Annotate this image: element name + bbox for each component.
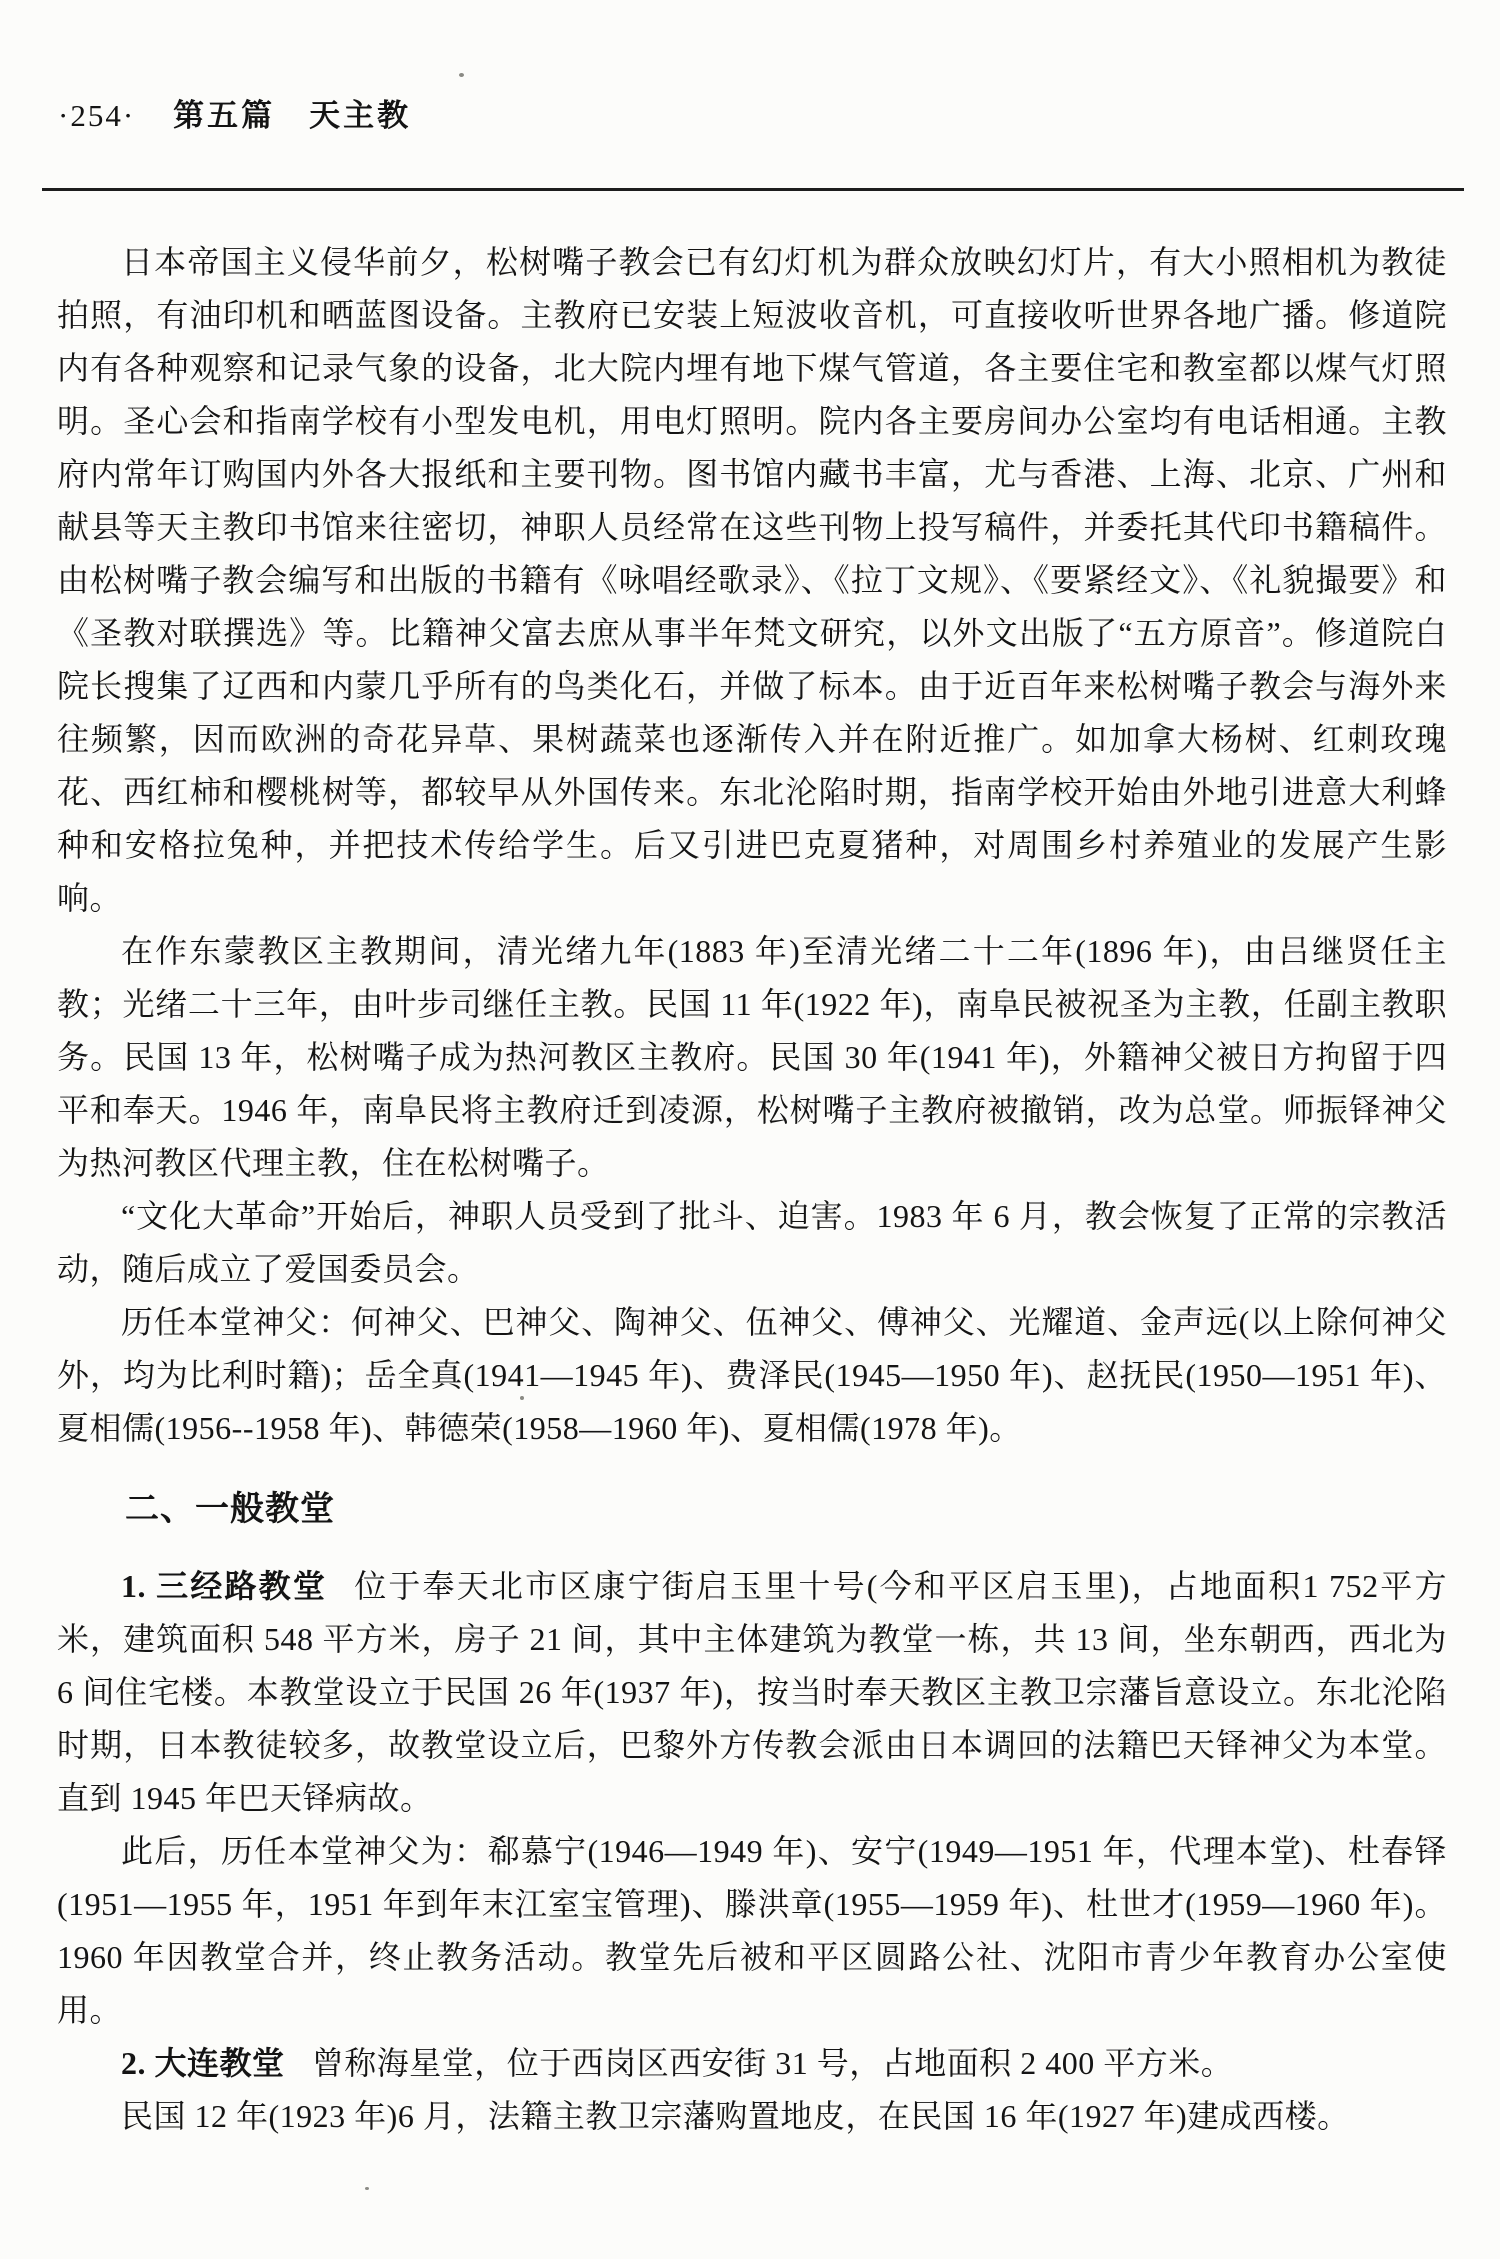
paragraph-mission-technology: 日本帝国主义侵华前夕，松树嘴子教会已有幻灯机为群众放映幻灯片，有大小照相机为教徒拍照，有油印机和晒蓝图设备。主教府已安装上短波收音机，可直接收听世界各地广播。修道院内有各种观察和记录气象的设备，北大院内埋有地下煤气管道，各主要住宅和教室都以煤气灯照明。圣心会和指南学校有小型发电机，用电灯照明。院内各主要房间办公室均有电话相通。主教府内常年订购国内外各大报纸和主要刊物。图书馆内藏书丰富，尤与香港、上海、北京、广州和献县等天主教印书馆来往密切，神职人员经常在这些刊物上投写稿件，并委托其代印书籍稿件。由松树嘴子教会编写和出版的书籍有《咏唱经歌录》、《拉丁文规》、《要紧经文》、《礼貌撮要》和《圣教对联撰选》等。比籍神父富去庶从事半年梵文研究，以外文出版了“五方原音”。修道院白院长搜集了辽西和内蒙几乎所有的鸟类化石，并做了标本。由于近百年来松树嘴子教会与海外来往频繁，因而欧洲的奇花异草、果树蔬菜也逐渐传入并在附近推广。如加拿大杨树、红刺玫瑰花、西红柿和樱桃树等，都较早从外国传来。东北沦陷时期，指南学校开始由外地引进意大利蜂种和安格拉兔种，并把技术传给学生。后又引进巴克夏猪种，对周围乡村养殖业的发展产生影响。 [57, 244, 1447, 916]
section-heading-general-churches: 二、一般教堂 [125, 1491, 335, 1528]
scan-artifact [365, 2187, 369, 2190]
paragraph-church2-intro [57, 2037, 1447, 2090]
scan-artifact [459, 73, 464, 77]
paragraph-parish-priests: 历任本堂神父：何神父、巴神父、陶神父、伍神父、傅神父、光耀道、金声远(以上除何神父外，均为比利时籍)；岳全真(1941—1945 年)、费泽民(1945—1950 年)、赵抚民(1950—1951 年)、夏相儒(1956--1958 年)、韩德荣(1958—1960 年)、夏相儒(1978 年)。 [57, 1304, 1447, 1446]
paragraph-cultural-revolution: “文化大革命”开始后，神职人员受到了批斗、迫害。1983 年 6 月，教会恢复了正常的宗教活动，随后成立了爱国委员会。 [57, 1198, 1447, 1287]
paragraph-church2-history: 民国 12 年(1923 年)6 月，法籍主教卫宗藩购置地皮，在民国 16 年(1927 年)建成西楼。 [121, 2098, 1350, 2134]
church1-name: 1. 三经路教堂 [121, 1568, 328, 1604]
church2-description: 曾称海星堂，位于西岗区西安街 31 号，占地面积 2 400 平方米。 [311, 2045, 1234, 2081]
running-header [58, 98, 411, 134]
header-divider [42, 188, 1464, 191]
church2-name: 2. 大连教堂 [121, 2045, 285, 2081]
chapter-title: 第五篇 天主教 [173, 98, 412, 133]
paragraph-bishops-history: 在作东蒙教区主教期间，清光绪九年(1883 年)至清光绪二十二年(1896 年)，由吕继贤任主教；光绪二十三年，由叶步司继任主教。民国 11 年(1922 年)，南阜民被祝圣为主教，任副主教职务。民国 13 年，松树嘴子成为热河教区主教府。民国 30 年(1941 年)，外籍神父被日方拘留于四平和奉天。1946 年，南阜民将主教府迁到凌源，松树嘴子主教府被撤销，改为总堂。师振铎神父为热河教区代理主教，住在松树嘴子。 [57, 933, 1447, 1181]
paragraph-church1-intro [57, 1560, 1447, 1825]
church1-description: 位于奉天北市区康宁街启玉里十号(今和平区启玉里)，占地面积1 752平方米，建筑面积 548 平方米，房子 21 间，其中主体建筑为教堂一栋，共 13 间，坐东朝西，西北为 6 间住宅楼。本教堂设立于民国 26 年(1937 年)，按当时奉天教区主教卫宗藩旨意设立。东北沦陷时期，日本教徒较多，故教堂设立后，巴黎外方传教会派由日本调回的法籍巴天铎神父为本堂。直到 1945 年巴天铎病故。 [57, 1568, 1447, 1816]
page-body [57, 236, 1447, 2143]
paragraph-church1-priests: 此后，历任本堂神父为：郗慕宁(1946—1949 年)、安宁(1949—1951 年，代理本堂)、杜春铎(1951—1955 年，1951 年到年末江室宝管理)、滕洪章(1955—1959 年)、杜世才(1959—1960 年)。1960 年因教堂合并，终止教务活动。教堂先后被和平区圆路公社、沈阳市青少年教育办公室使用。 [57, 1833, 1447, 2028]
page-number: ·254· [58, 98, 136, 133]
